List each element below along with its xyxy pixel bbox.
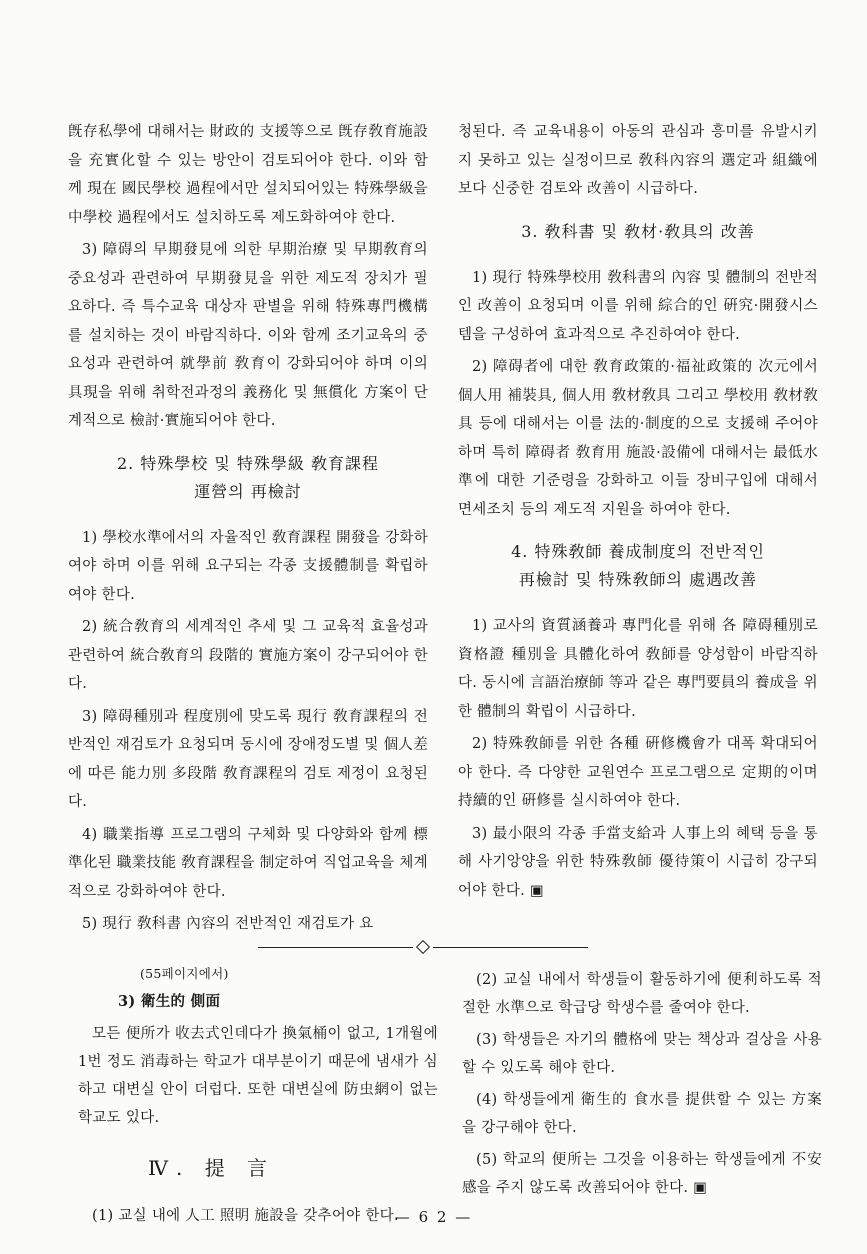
left-paragraph-3: 1) 學校水準에서의 자율적인 敎育課程 開發을 강화하여야 하며 이를 위해 요구되는 각종 支援體制를 확립하여야 한다.	[68, 529, 428, 603]
section-divider	[258, 940, 588, 956]
bottom-right-paragraph-2: (3) 학생들은 자기의 體格에 맞는 책상과 걸상을 사용할 수 있도록 해야 한다.	[462, 1032, 822, 1076]
section-heading-4-line1: 4. 特殊敎師 養成制度의 전반적인	[511, 542, 765, 561]
right-paragraph-5: 2) 特殊敎師를 위한 各種 硏修機會가 대폭 확대되어야 한다. 즉 다양한 교원연수 프로그램으로 定期的이며 持續的인 硏修를 실시하여야 한다.	[458, 736, 818, 809]
bottom-right-paragraph-4: (5) 학교의 便所는 그것을 이용하는 학생들에게 不安感을 주지 않도록 改善되어야 한다. ▣	[462, 1152, 822, 1196]
bottom-right-paragraph-1: (2) 교실 내에서 학생들이 활동하기에 便利하도록 적절한 水準으로 학급당 학생수를 줄여야 한다.	[462, 972, 822, 1016]
bottom-right-paragraph-3: (4) 학생들에게 衛生的 食水를 提供할 수 있는 方案을 강구해야 한다.	[462, 1092, 822, 1136]
left-paragraph-5: 3) 障碍種別과 程度別에 맞도록 現行 敎育課程의 전반적인 재검토가 요청되며 동시에 장애정도별 및 個人差에 따른 能力別 多段階 敎育課程의 검토 제정이 요청된다.	[68, 708, 428, 810]
left-paragraph-2: 3) 障碍의 早期發見에 의한 早期治療 및 早期敎育의 중요성과 관련하여 早期發見을 위한 제도적 장치가 필요하다. 즉 특수교육 대상자 판별을 위해 特殊專門機構를 설치하는 것이 바람직하다. 이와 함께 조기교육의 중요성과 관련하여 就學前 敎育이 강화되어야 하며 이의 具現을 위해 취학전과정의 義務化 및 無償化 方案이 단계적으로 檢討·實施되어야 한다.	[68, 242, 428, 429]
section-heading-3: 3. 敎科書 및 敎材·敎具의 改善	[521, 221, 755, 241]
left-column	[68, 118, 428, 943]
section-heading-2-line1: 2. 特殊學校 및 特殊學級 敎育課程	[116, 453, 380, 473]
right-paragraph-4: 1) 교사의 資質涵養과 專門化를 위해 各 障碍種別로 資格證 種別을 具體化하여 敎師를 양성함이 바람직하다. 동시에 言語治療師 等과 같은 專門要員의 養成을 위한 體制의 확립이 시급하다.	[458, 618, 818, 720]
page-number: — 6 2 —	[394, 1208, 473, 1226]
divider-diamond-icon	[416, 940, 430, 954]
left-paragraph-6: 4) 職業指導 프로그램의 구체화 및 다양화와 함께 標準化된 職業技能 敎育課程을 制定하여 직업교육을 체계적으로 강화하여야 한다.	[68, 826, 428, 900]
divider-line-left	[258, 947, 413, 948]
bottom-left-column	[78, 960, 438, 1234]
bottom-left-paragraph-1: 모든 便所가 收去式인데다가 換氣桶이 없고, 1개월에 1번 정도 消毒하는 학교가 대부분이기 때문에 냄새가 심하고 대변실 안이 더럽다. 또한 대변실에 防虫網이 없는 학교도 있다.	[78, 1026, 438, 1126]
right-paragraph-2: 1) 現行 特殊學校用 敎科書의 內容 및 體制의 전반적인 改善이 요청되며 이를 위해 綜合的인 硏究·開發시스템을 구성하여 효과적으로 추진하여야 한다.	[458, 269, 818, 343]
section-heading-2	[68, 450, 428, 506]
left-paragraph-1: 旣存私學에 대해서는 財政的 支援等으로 旣存敎育施設을 充實化할 수 있는 방안이 검토되어야 한다. 이와 함께 現在 國民學校 過程에서만 설치되어있는 特殊學級을 中學校 過程에서도 설치하도록 제도화하여야 한다.	[68, 124, 428, 226]
bottom-right-column	[462, 966, 822, 1206]
left-paragraph-7: 5) 現行 敎科書 內容의 전반적인 재검토가 요	[82, 916, 374, 932]
continuation-note: (55페이지에서)	[140, 966, 229, 981]
right-column	[458, 118, 818, 909]
divider-line-right	[433, 947, 588, 948]
section-heading-4-line2: 再檢討 및 特殊敎師의 處遇改善	[518, 570, 758, 589]
left-paragraph-4: 2) 統合敎育의 세계적인 추세 및 그 교육적 효율성과 관련하여 統合敎育의 段階的 實施方案이 강구되어야 한다.	[68, 619, 428, 692]
section-title-proposal: Ⅳ. 提 言	[148, 1156, 276, 1180]
bottom-left-paragraph-2: (1) 교실 내에 人工 照明 施設을 갖추어야 한다.	[92, 1208, 399, 1224]
section-heading-2-line2: 運營의 再檢討	[194, 481, 302, 501]
right-paragraph-3: 2) 障碍者에 대한 敎育政策的·福祉政策的 次元에서 個人用 補裝具, 個人用 敎材敎具 그리고 學校用 敎材敎具 등에 대해서는 이를 法的·制度的으로 支援해 주어야 하며 특히 障碍者 敎育用 施設·設備에 대해서는 最低水準에 대한 기준령을 강화하고 이들 장비구입에 대해서 면세조치 등의 제도적 지원을 하여야 한다.	[458, 359, 818, 518]
right-paragraph-1: 청된다. 즉 교육내용이 아동의 관심과 흥미를 유발시키지 못하고 있는 실정이므로 敎科內容의 選定과 組織에 보다 신중한 검토와 改善이 시급하다.	[458, 124, 818, 197]
subsection-heading: 3) 衛生的 側面	[118, 993, 221, 1010]
section-heading-4	[458, 538, 818, 594]
right-paragraph-6: 3) 最小限의 각종 手當支給과 人事上의 혜택 등을 통해 사기앙양을 위한 特殊敎師 優待策이 시급히 강구되어야 한다. ▣	[458, 825, 818, 899]
